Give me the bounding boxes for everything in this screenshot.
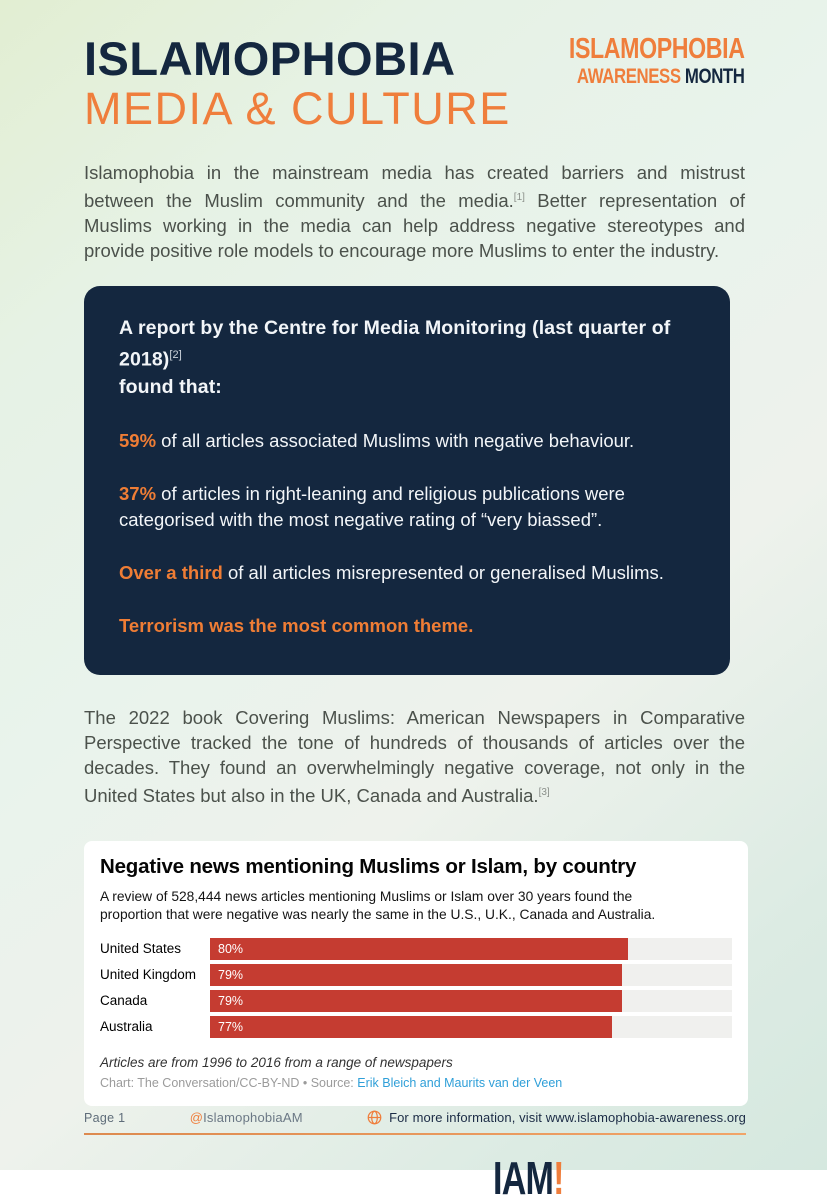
bar-label: Canada — [100, 993, 148, 1009]
chart-source-link[interactable]: Erik Bleich and Maurits van der Veen — [357, 1075, 563, 1090]
chart-row-united-kingdom — [100, 964, 732, 986]
social-handle[interactable]: @IslamophobiaAM — [189, 1110, 303, 1125]
chart-row-united-states — [100, 938, 732, 960]
footer-divider — [84, 1133, 746, 1135]
book-paragraph: The 2022 book Covering Muslims: American Newspapers in Comparative Perspective tracked the tone of hundreds of thousands of articles over the decades. They found an overwhelmingly negative coverage, not only in the United States but also in the UK, Canada and Australia.[3] — [84, 706, 745, 806]
header — [84, 33, 745, 134]
page-title-line2: MEDIA & CULTURE — [84, 83, 511, 134]
footnote-ref-2: [2] — [169, 349, 182, 362]
stat-very-biassed: 37% of articles in right-leaning and religious publications were categorised with the most negative rating of “very biassed”. — [119, 482, 625, 530]
chart-card — [84, 841, 748, 1106]
footer — [84, 1110, 746, 1125]
chart-row-canada — [100, 990, 732, 1012]
bar-value: 79% — [218, 993, 244, 1008]
footnote-ref-1: [1] — [513, 192, 525, 203]
chart-row-australia — [100, 1016, 732, 1038]
logo-line1: ISLAMOPHOBIA — [569, 33, 745, 65]
stat-misrepresented: Over a third of all articles misrepresented or generalised Muslims. — [119, 561, 664, 583]
bar-value: 80% — [218, 941, 244, 956]
info-url-text: For more information, visit www.islamophobia-awareness.org — [389, 1110, 746, 1125]
footnote-ref-3: [3] — [538, 786, 550, 798]
stat-terrorism-theme: Terrorism was the most common theme. — [119, 614, 474, 636]
bar-track — [210, 964, 732, 986]
bar — [210, 1016, 612, 1038]
bar-value: 79% — [218, 967, 244, 982]
info-group — [367, 1110, 746, 1125]
bar-track — [210, 1016, 732, 1038]
page-title-line1: ISLAMOPHOBIA — [84, 32, 456, 85]
iam-month-logo — [525, 35, 745, 87]
bar — [210, 938, 628, 960]
bottom-iam-logo-partial: IAM! — [493, 1152, 564, 1204]
logo-line2: AWARENESS MONTH — [577, 65, 745, 88]
chart-subtitle: A review of 528,444 news articles mentioning Muslims or Islam over 30 years found the proportion that were negative was nearly the same in the U.S., U.K., Canada and Australia. — [100, 888, 656, 922]
page-title — [84, 33, 511, 134]
page-number: Page 1 — [84, 1110, 126, 1125]
bar-label: United States — [100, 941, 182, 957]
chart-credit: Chart: The Conversation/CC-BY-ND • Source: Erik Bleich and Maurits van der Veen — [100, 1075, 563, 1090]
bar-track — [210, 938, 732, 960]
bar-track — [210, 990, 732, 1012]
report-stats-box — [84, 286, 730, 675]
bar — [210, 964, 622, 986]
globe-icon — [367, 1110, 382, 1125]
bar-chart — [100, 938, 732, 1038]
bar-label: Australia — [100, 1019, 153, 1035]
bar-value: 77% — [218, 1019, 244, 1034]
intro-paragraph: Islamophobia in the mainstream media has created barriers and mistrust between the Muslim community and the media.[1] Better representation of Muslims working in the media can help address negative stereotypes and provide positive role models to encourage more Muslims to enter the industry. — [84, 162, 745, 262]
stat-negative-behaviour: 59% of all articles associated Muslims with negative behaviour. — [119, 429, 635, 451]
bar — [210, 990, 622, 1012]
chart-title: Negative news mentioning Muslims or Islam, by country — [100, 854, 637, 878]
chart-footnote: Articles are from 1996 to 2016 from a range of newspapers — [100, 1054, 453, 1070]
bar-label: United Kingdom — [100, 967, 197, 983]
report-heading: A report by the Centre for Media Monitoring (last quarter of 2018)[2] found that: — [119, 317, 671, 398]
